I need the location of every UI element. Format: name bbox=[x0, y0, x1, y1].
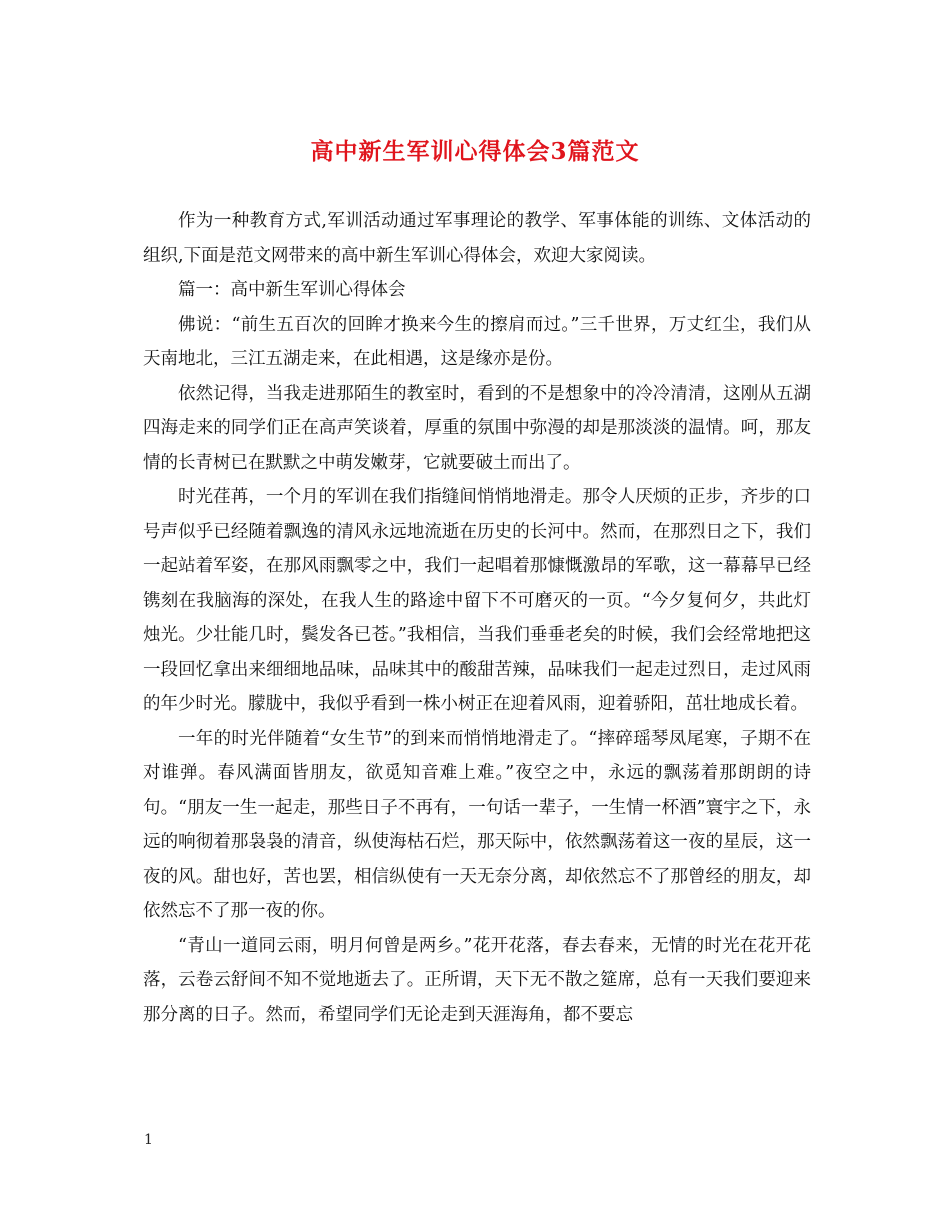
body-paragraph: “青山一道同云雨，明月何曾是两乡。”花开花落，春去春来，无情的时光在花开花落，云卷云舒间不知不觉地逝去了。正所谓，天下无不散之筵席，总有一天我们要迎来那分离的日子。然而，希望同学们无论走到天涯海角，都不要忘 bbox=[143, 935, 811, 1025]
body-paragraph: 一年的时光伴随着“女生节”的到来而悄悄地滑走了。“摔碎瑶琴凤尾寒，子期不在对谁弹。春风满面皆朋友，欲觅知音难上难。”夜空之中，永远的飘荡着那朗朗的诗句。“朋友一生一起走，那些日子不再有，一句话一辈子，一生情一杯酒”寰宇之下，永远的响彻着那袅袅的清音，纵使海枯石烂，那天际中，依然飘荡着这一夜的星辰，这一夜的风。甜也好，苦也罢，相信纵使有一天无奈分离，却依然忘不了那曾经的朋友，却依然忘不了那一夜的你。 bbox=[143, 728, 811, 921]
section-heading: 篇一：高中新生军训心得体会 bbox=[178, 280, 406, 300]
page-number: 1 bbox=[144, 1132, 153, 1148]
intro-paragraph: 作为一种教育方式,军训活动通过军事理论的教学、军事体能的训练、文体活动的组织,下面是范文网带来的高中新生军训心得体会，欢迎大家阅读。 bbox=[143, 211, 811, 266]
body-paragraph: 时光荏苒，一个月的军训在我们指缝间悄悄地滑走。那令人厌烦的正步，齐步的口号声似乎已经随着飘逸的清风永远地流逝在历史的长河中。然而，在那烈日之下，我们一起站着军姿，在那风雨飘零之中，我们一起唱着那慷慨激昂的军歌，这一幕幕早已经镌刻在我脑海的深处，在我人生的路途中留下不可磨灭的一页。“今夕复何夕，共此灯烛光。少壮能几时，鬓发各已苍。”我相信，当我们垂垂老矣的时候，我们会经常地把这一段回忆拿出来细细地品味，品味其中的酸甜苦辣，品味我们一起走过烈日，走过风雨的年少时光。朦胧中，我似乎看到一株小树正在迎着风雨，迎着骄阳，茁壮地成长着。 bbox=[143, 487, 811, 714]
body-paragraph: 依然记得，当我走进那陌生的教室时，看到的不是想象中的冷冷清清，这刚从五湖四海走来的同学们正在高声笑谈着，厚重的氛围中弥漫的却是那淡淡的温情。呵，那友情的长青树已在默默之中萌发嫩芽，它就要破土而出了。 bbox=[143, 383, 811, 473]
document-body bbox=[143, 204, 811, 1032]
body-paragraph: 佛说：“前生五百次的回眸才换来今生的擦肩而过。”三千世界，万丈红尘，我们从天南地北，三江五湖走来，在此相遇，这是缘亦是份。 bbox=[143, 314, 811, 369]
document-title: 高中新生军训心得体会3篇范文 bbox=[310, 138, 640, 165]
